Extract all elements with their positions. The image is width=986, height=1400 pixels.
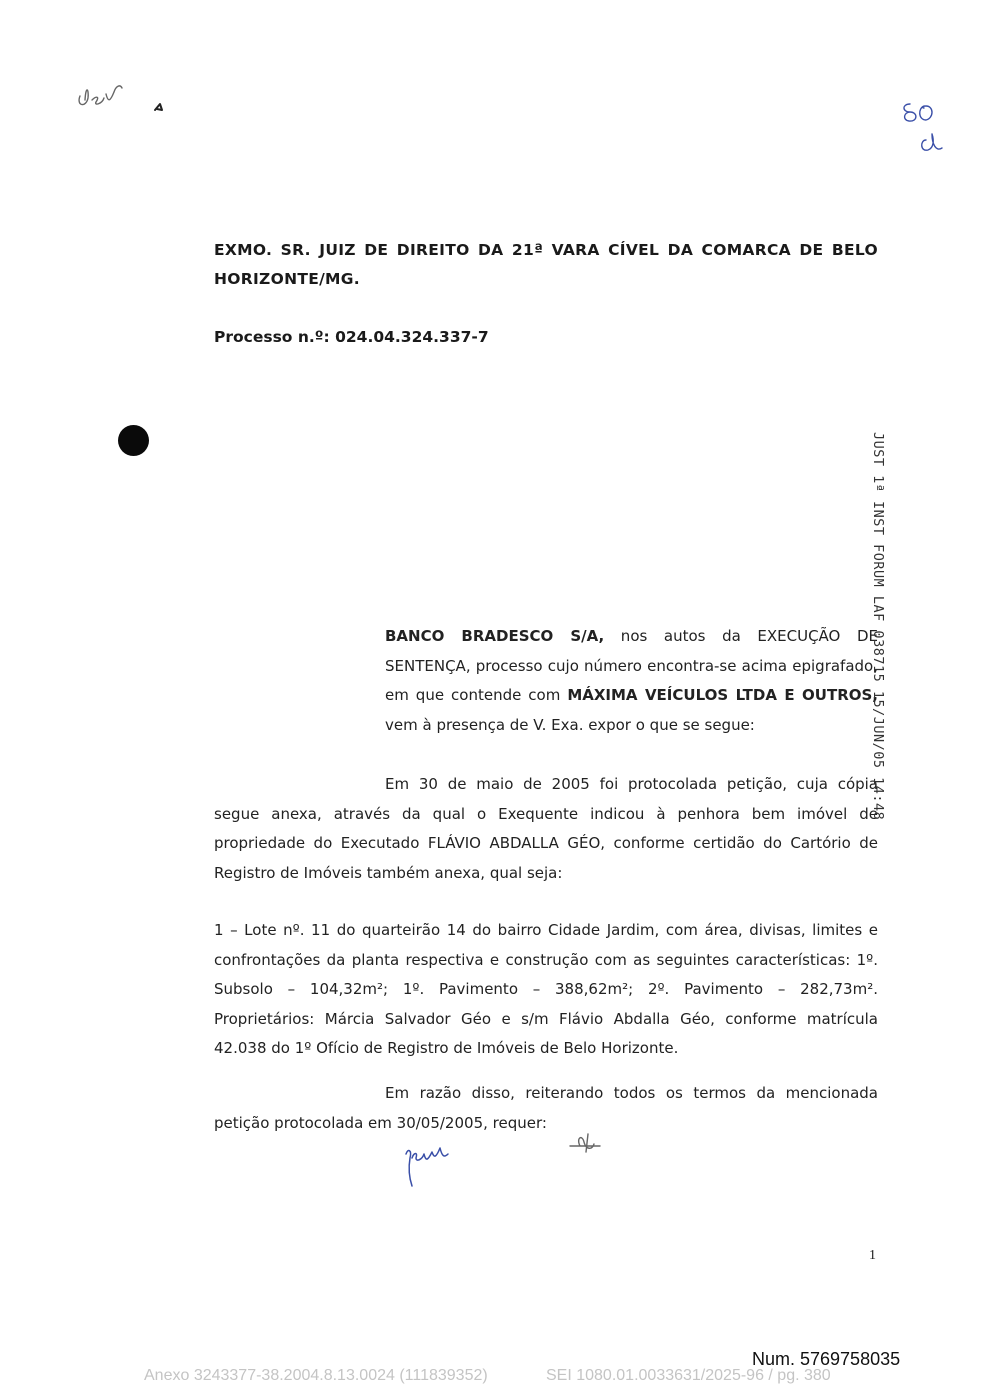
opponent-name: MÁXIMA VEÍCULOS LTDA E OUTROS, bbox=[567, 686, 878, 704]
pen-mark-dot bbox=[152, 100, 168, 114]
protocol-stamp: JUST 1ª INST FORUM LAF 038715 15/JUN/05 14:48 bbox=[870, 432, 886, 821]
paragraph-petition: Em 30 de maio de 2005 foi protocolada petição, cuja cópia segue anexa, através da qual o Exequente indicou à penhora bem imóvel de propriedade do Executado FLÁVIO ABDALLA GÉO, conforme certidão do Cartório de Registro de Imóveis também anexa, qual seja: bbox=[214, 775, 878, 882]
paragraph-introduction bbox=[385, 622, 878, 740]
page-number: 1 bbox=[869, 1248, 876, 1263]
document-id-number: Num. 5769758035 bbox=[752, 1349, 901, 1369]
case-number: Processo n.º: 024.04.324.337-7 bbox=[214, 328, 489, 346]
handwritten-folio-number bbox=[896, 96, 952, 162]
party-name: BANCO BRADESCO S/A, bbox=[385, 627, 605, 645]
handwritten-rubric bbox=[400, 1136, 460, 1194]
paragraph-property: 1 – Lote nº. 11 do quarteirão 14 do bairro Cidade Jardim, com área, divisas, limites e confrontações da planta respectiva e construção com as seguintes características: 1º. Subsolo – 104,32m²; 1º. Pavimento – 388,62m²; 2º. Pavimento – 282,73m². Proprietários: Márcia Salvador Géo e s/m Flávio Abdalla Géo, conforme matrícula 42.038 do 1º Ofício de Registro de Imóveis de Belo Horizonte. bbox=[214, 921, 878, 1057]
paragraph-text: nos autos da EXECUÇÃO DE SENTENÇA, processo cujo número encontra-se acima epigrafado, em que contende com bbox=[385, 627, 878, 704]
footer-sei: SEI 1080.01.0033631/2025-96 / pg. 380 bbox=[546, 1367, 831, 1384]
handwritten-initials-top-left bbox=[72, 78, 132, 118]
footer-annex: Anexo 3243377-38.2004.8.13.0024 (111839352) bbox=[144, 1367, 488, 1384]
paragraph-request: Em razão disso, reiterando todos os termos da mencionada petição protocolada em 30/05/2005, requer: bbox=[214, 1084, 878, 1132]
addressee-heading: EXMO. SR. JUIZ DE DIREITO DA 21ª VARA CÍVEL DA COMARCA DE BELO HORIZONTE/MG. bbox=[214, 241, 878, 288]
paragraph-text: vem à presença de V. Exa. expor o que se segue: bbox=[385, 715, 755, 734]
black-dot bbox=[118, 425, 149, 456]
